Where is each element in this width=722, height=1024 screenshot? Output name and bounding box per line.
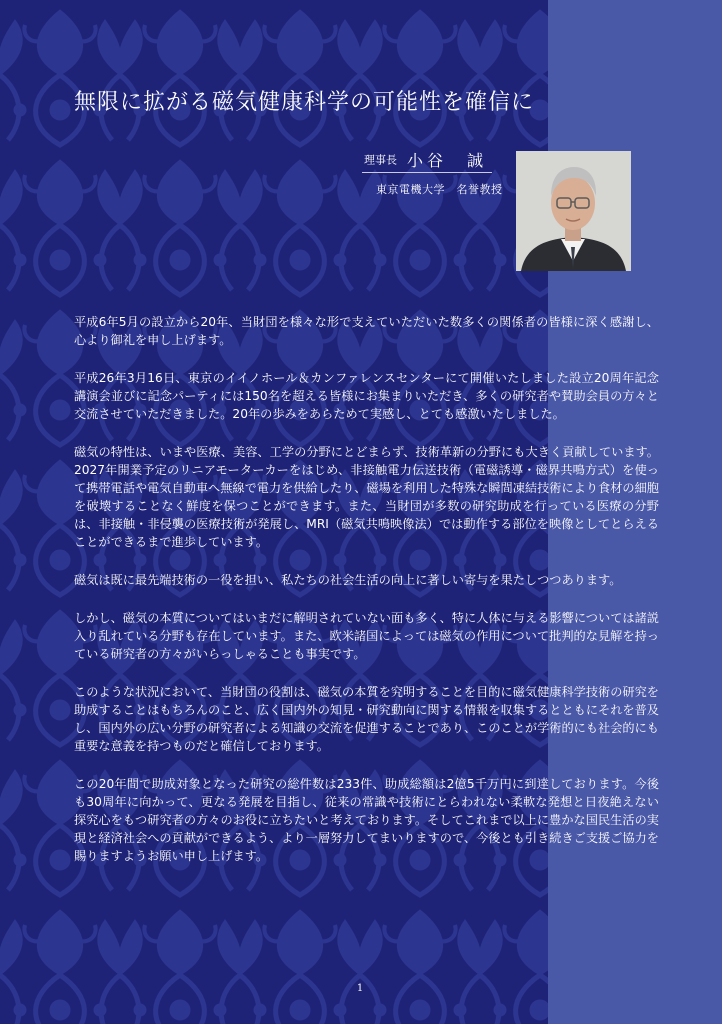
author-name-line [364, 148, 494, 171]
paragraph-1: 平成6年5月の設立から20年、当財団を様々な形で支えていただいた数多くの関係者の皆様に深く感謝し、心より御礼を申し上げます。 [74, 315, 659, 347]
paragraph-2: 平成26年3月16日、東京のイイノホール＆カンファレンスセンターにて開催いたしました設立20周年記念講演会並びに記念パーティには150名を超える皆様にお集まりいただき、多くの研究者や賛助会員の方々と交流させていただきました。20年の歩みをあらためて実感し、とても感激いたしました。 [74, 371, 659, 421]
author-portrait [516, 151, 631, 271]
name-divider [362, 172, 492, 173]
author-role: 理事長 [364, 153, 397, 167]
paragraph-6: このような状況において、当財団の役割は、磁気の本質を究明することを目的に磁気健康科学技術の研究を助成することはもちろんのこと、広く国内外の知見・研究動向に関する情報を収集するとともにそれを普及し、国内外の広い分野の研究者による知識の交流を促進することであり、このことが学術的にも社会的にも重要な意義を持つものだと確信しております。 [74, 685, 659, 753]
author-name: 小谷 誠 [407, 151, 488, 170]
paragraph-5: しかし、磁気の本質についてはいまだに解明されていない面も多く、特に人体に与える影響については諸説入り乱れている分野も存在しています。また、欧米諸国によっては磁気の作用について批判的な見解を持っている研究者の方々がいらっしゃることも事実です。 [74, 611, 659, 661]
paragraph-3: 磁気の特性は、いまや医療、美容、工学の分野にとどまらず、技術革新の分野にも大きく貢献しています。2027年開業予定のリニアモーターカーをはじめ、非接触電力伝送技術（電磁誘導・磁界共鳴方式）を使って携帯電話や電気自動車へ無線で電力を供給したり、磁場を利用した特殊な瞬間凍結技術により食材の細胞を破壊することなく鮮度を保つことができます。また、当財団が多数の研究助成を行っている医療の分野は、非接触・非侵襲の医療技術が発展し、MRI（磁気共鳴映像法）では動作する部位を映像としてとらえることができるまで進歩しています。 [74, 445, 659, 549]
page-title: 無限に拡がる磁気健康科学の可能性を確信に [74, 90, 535, 115]
author-affiliation: 東京電機大学 名誉教授 [376, 183, 503, 196]
paragraph-7: この20年間で助成対象となった研究の総件数は233件、助成総額は2億5千万円に到達しております。今後も30周年に向かって、更なる発展を目指し、従来の常識や技術にとらわれない柔軟な発想と日夜絶えない探究心をもつ研究者の方々のお役に立ちたいと考えております。そしてこれまで以上に豊かな国民生活の実現と経済社会への貢献ができるよう、より一層努力してまいりますので、今後とも引き続きご支援ご協力を賜りますようお願い申し上げます。 [74, 777, 659, 863]
page-number: 1 [356, 983, 364, 994]
message-body [74, 313, 659, 885]
paragraph-4: 磁気は既に最先端技術の一役を担い、私たちの社会生活の向上に著しい寄与を果たしつつあります。 [74, 573, 622, 587]
